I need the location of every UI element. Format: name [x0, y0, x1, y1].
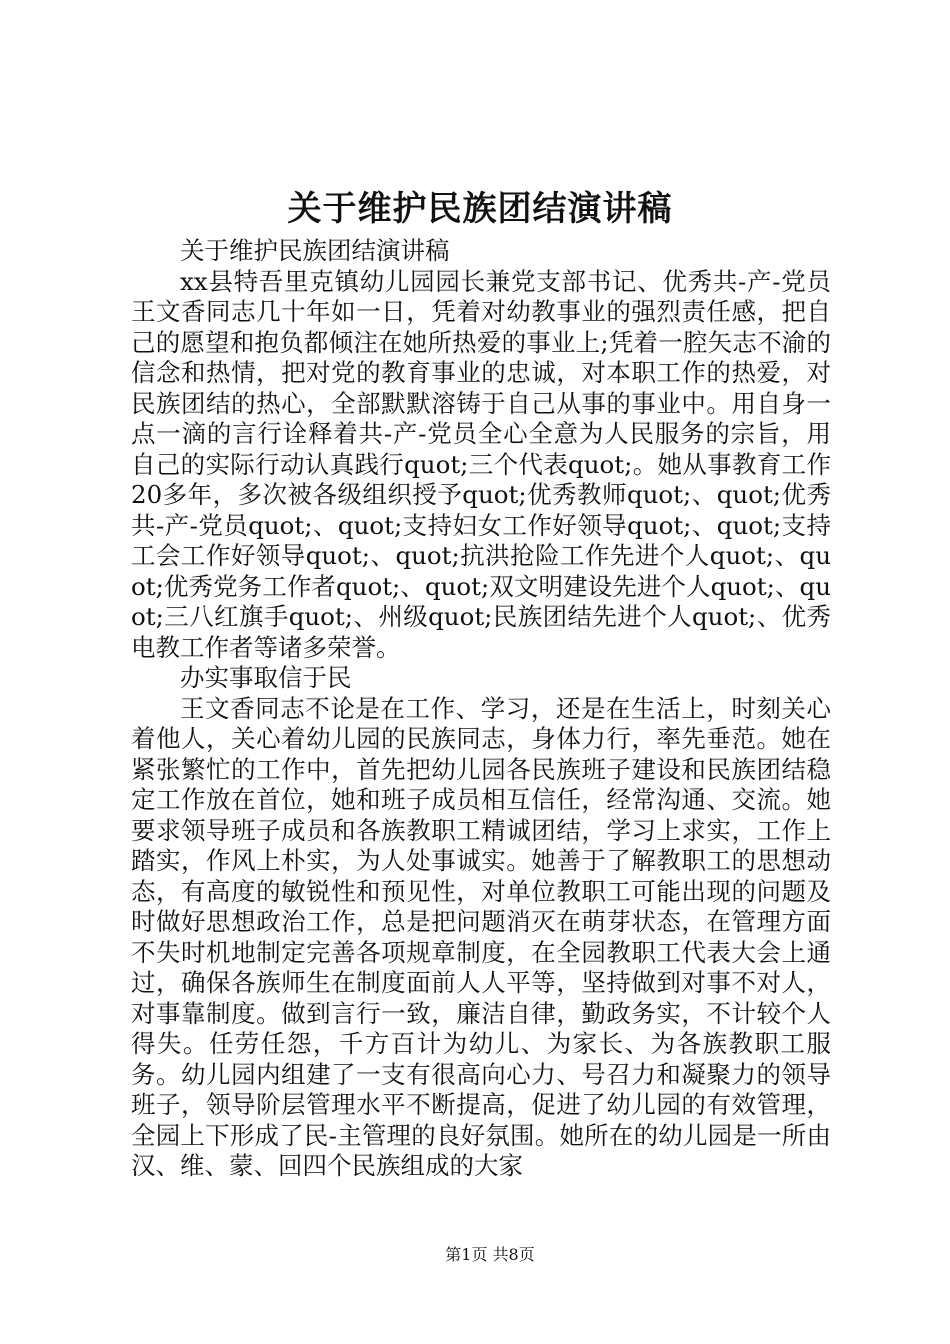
- page-footer: [0, 1245, 950, 1265]
- intro-heading: 关于维护民族团结演讲稿: [180, 236, 450, 265]
- page-total: 共8页: [492, 1245, 535, 1264]
- paragraph-section: 王文香同志不论是在工作、学习，还是在生活上，时刻关心着他人，关心着幼儿园的民族同志，身体力行，率先垂范。她在紧张繁忙的工作中，首先把幼儿园各民族班子建设和民族团结稳定工作放在首位，她和班子成员相互信任，经常沟通、交流。她要求领导班子成员和各族教职工精诚团结，学习上求实，工作上踏实，作风上朴实，为人处事诚实。她善于了解教职工的思想动态，有高度的敏锐性和预见性，对单位教职工可能出现的问题及时做好思想政治工作，总是把问题消灭在萌芽状态，在管理方面不失时机地制定完善各项规章制度，在全园教职工代表大会上通过，确保各族师生在制度面前人人平等，坚持做到对事不对人，对事靠制度。做到言行一致，廉洁自律，勤政务实，不计较个人得失。任劳任怨，千方百计为幼儿、为家长、为各族教职工服务。幼儿园内组建了一支有很高向心力、号召力和凝聚力的领导班子，领导阶层管理水平不断提高，促进了幼儿园的有效管理，全园上下形成了民-主管理的良好氛围。她所在的幼儿园是一所由汉、维、蒙、回四个民族组成的大家: [131, 693, 831, 1180]
- page-number: 第1页: [445, 1245, 488, 1264]
- document-title: 关于维护民族团结演讲稿: [287, 189, 673, 229]
- document-body: [131, 236, 831, 1182]
- paragraph-intro: xx县特吾里克镇幼儿园园长兼党支部书记、优秀共-产-党员王文香同志几十年如一日，凭着对幼教事业的强烈责任感，把自己的愿望和抱负都倾注在她所热爱的事业上;凭着一腔矢志不渝的信念和热情，把对党的教育事业的忠诚，对本职工作的热爱，对民族团结的热心，全部默默溶铸于自己从事的事业中。用自身一点一滴的言行诠释着共-产-党员全心全意为人民服务的宗旨，用自己的实际行动认真践行quot;三个代表quot;。她从事教育工作20多年，多次被各级组织授予quot;优秀教师quot;、quot;优秀共-产-党员quot;、quot;支持妇女工作好领导quot;、quot;支持工会工作好领导quot;、quot;抗洪抢险工作先进个人quot;、quot;优秀党务工作者quot;、quot;双文明建设先进个人quot;、quot;三八红旗手quot;、州级quot;民族团结先进个人quot;、优秀电教工作者等诸多荣誉。: [131, 266, 831, 662]
- section-heading: 办实事取信于民: [180, 663, 352, 692]
